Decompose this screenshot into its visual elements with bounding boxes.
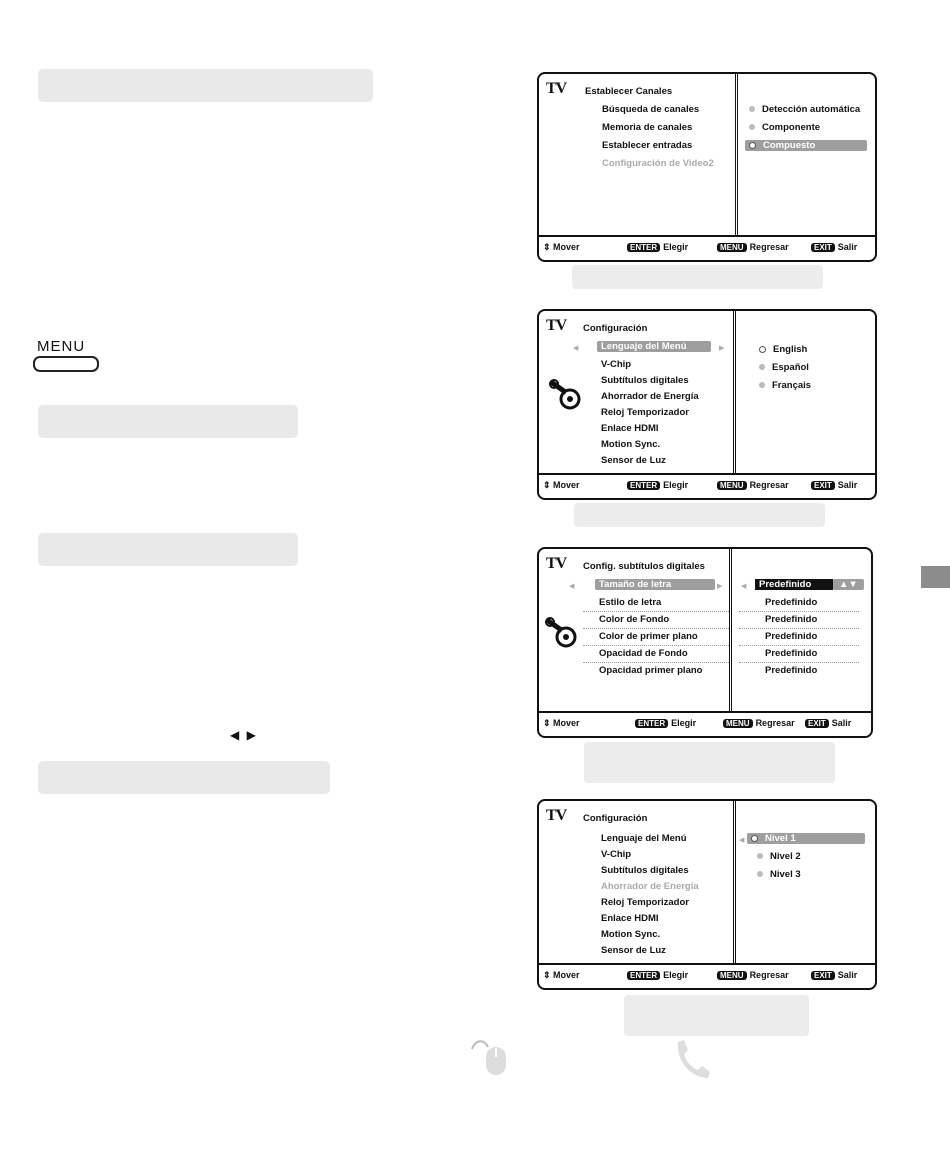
footer-move-label: Mover (553, 718, 580, 728)
footer-exit-label: Salir (837, 970, 858, 980)
footer-menu (717, 480, 789, 490)
osd-screen-3 (537, 547, 873, 738)
osd4-option-2[interactable] (757, 851, 801, 862)
osd1-option-3-selected[interactable] (745, 140, 867, 151)
osd1-item-2[interactable]: Memoria de canales (602, 122, 693, 133)
osd1-item-4[interactable]: Configuración de Video2 (602, 158, 714, 169)
osd1-footer (539, 235, 875, 260)
osd2-item-3[interactable]: Subtítulos digitales (601, 375, 689, 386)
option-label: Nivel 2 (770, 851, 801, 862)
exit-key: EXIT (811, 243, 835, 252)
footer-menu (717, 970, 789, 980)
osd4-left-pane (539, 801, 736, 964)
row-divider (739, 645, 859, 646)
osd3-item-6[interactable]: Opacidad primer plano (599, 665, 703, 676)
menu-key: MENU (717, 971, 747, 980)
phone-icon (672, 1038, 712, 1080)
radio-dot-selected-icon (751, 835, 758, 842)
osd2-item-5[interactable]: Reloj Temporizador (601, 407, 689, 418)
osd4-caption-bar (624, 995, 809, 1036)
osd2-title: Configuración (583, 323, 648, 334)
osd2-item-1-selected[interactable]: Lenguaje del Menú (597, 341, 711, 352)
right-arrow-icon: ▶ (717, 583, 723, 590)
footer-move-label: Mover (553, 480, 580, 490)
option-label: Español (772, 362, 809, 373)
row-divider (739, 628, 859, 629)
osd1-option-1[interactable] (749, 104, 860, 115)
row-divider (739, 662, 859, 663)
osd3-right-pane (733, 549, 871, 712)
footer-move-label: Mover (553, 970, 580, 980)
exit-key: EXIT (811, 971, 835, 980)
osd3-item-2[interactable]: Estilo de letra (599, 597, 662, 608)
tv-logo: TV (546, 317, 567, 334)
footer-enter-label: Elegir (671, 718, 697, 728)
footer-enter (635, 718, 696, 728)
section-heading-bar-2 (38, 405, 298, 438)
footer-exit-label: Salir (837, 242, 858, 252)
option-label: Français (772, 380, 812, 391)
radio-dot-selected-icon (749, 142, 756, 149)
radio-dot-icon (757, 871, 763, 877)
footer-move-label: Mover (553, 242, 580, 252)
osd4-item-8[interactable]: Sensor de Luz (601, 945, 666, 956)
radio-dot-icon (757, 853, 763, 859)
enter-key: ENTER (627, 481, 660, 490)
footer-move (543, 480, 580, 491)
menu-key: MENU (717, 481, 747, 490)
osd1-left-pane (539, 74, 738, 236)
row-divider (583, 662, 729, 663)
radio-dot-selected-icon (759, 346, 766, 353)
osd3-caption-bar (584, 742, 835, 783)
footer-move (543, 718, 580, 729)
osd3-item-4[interactable]: Color de primer plano (599, 631, 698, 642)
radio-dot-icon (759, 364, 765, 370)
option-label: Nivel 1 (765, 833, 796, 844)
option-label: Nivel 3 (770, 869, 801, 880)
osd2-item-8[interactable]: Sensor de Luz (601, 455, 666, 466)
osd2-option-2[interactable] (759, 362, 809, 373)
left-right-arrows: ◀ ▶ (230, 728, 258, 742)
settings-tools-icon (543, 615, 579, 651)
radio-dot-icon (749, 106, 755, 112)
tv-logo: TV (546, 80, 567, 97)
menu-key: MENU (717, 243, 747, 252)
section-heading-bar-4 (38, 761, 330, 794)
osd3-value-1-selected[interactable] (755, 579, 833, 590)
option-label: Compuesto (763, 140, 816, 151)
osd4-right-pane (737, 801, 875, 964)
up-down-arrow-icon: ⇕ (543, 480, 554, 490)
osd3-value-6[interactable]: Predefinido (765, 665, 818, 676)
osd3-item-5[interactable]: Opacidad de Fondo (599, 648, 688, 659)
dropdown-arrow-icon[interactable]: ▲▼ (833, 579, 864, 590)
menu-button-illustration (33, 339, 103, 375)
footer-enter-label: Elegir (663, 970, 689, 980)
option-label: Componente (762, 122, 821, 133)
osd4-item-3[interactable]: Subtítulos digitales (601, 865, 689, 876)
left-arrow-icon: ◀ (739, 837, 745, 844)
radio-dot-icon (749, 124, 755, 130)
osd2-caption-bar (574, 503, 825, 527)
page-side-tab (921, 566, 950, 588)
right-arrow-icon: ▶ (719, 345, 725, 352)
osd1-right-pane (739, 74, 875, 236)
osd3-value-4[interactable]: Predefinido (765, 631, 818, 642)
row-divider (583, 611, 729, 612)
osd3-item-1-selected[interactable]: Tamaño de letra (595, 579, 715, 590)
row-divider (583, 628, 729, 629)
left-arrow-icon: ◀ (741, 583, 747, 590)
osd3-footer (539, 711, 871, 736)
option-label: Detección automática (762, 104, 861, 115)
footer-enter (627, 480, 688, 490)
osd1-caption-bar (572, 265, 823, 289)
footer-exit-label: Salir (831, 718, 852, 728)
footer-enter-label: Elegir (663, 242, 689, 252)
osd4-item-2[interactable]: V-Chip (601, 849, 632, 860)
osd4-item-7[interactable]: Motion Sync. (601, 929, 661, 940)
footer-exit (811, 970, 857, 980)
osd1-title: Establecer Canales (585, 86, 673, 97)
osd3-value-2[interactable]: Predefinido (765, 597, 818, 608)
osd2-right-pane (737, 311, 875, 474)
osd2-option-1[interactable] (759, 344, 807, 355)
osd2-left-pane (539, 311, 736, 474)
left-arrow-icon: ◀ (569, 583, 575, 590)
osd3-left-pane (539, 549, 732, 712)
osd2-item-7[interactable]: Motion Sync. (601, 439, 661, 450)
osd1-option-2[interactable] (749, 122, 820, 133)
footer-exit (805, 718, 851, 728)
osd2-option-3[interactable] (759, 380, 811, 391)
osd2-item-4[interactable]: Ahorrador de Energía (601, 391, 699, 402)
up-down-arrow-icon: ⇕ (543, 242, 554, 252)
section-heading-bar-3 (38, 533, 298, 566)
osd3-item-3[interactable]: Color de Fondo (599, 614, 670, 625)
osd-screen-4 (537, 799, 877, 990)
enter-key: ENTER (627, 243, 660, 252)
osd1-item-1[interactable]: Búsqueda de canales (602, 104, 700, 115)
row-divider (583, 645, 729, 646)
osd4-title: Configuración (583, 813, 648, 824)
osd3-value-5[interactable]: Predefinido (765, 648, 818, 659)
menu-button-label: MENU (37, 338, 86, 355)
osd-screen-1 (537, 72, 877, 262)
osd2-item-6[interactable]: Enlace HDMI (601, 423, 659, 434)
enter-key: ENTER (627, 971, 660, 980)
footer-enter (627, 970, 688, 980)
menu-key: MENU (723, 719, 753, 728)
option-label: English (773, 344, 808, 355)
footer-exit-label: Salir (837, 480, 858, 490)
exit-key: EXIT (811, 481, 835, 490)
osd4-item-6[interactable]: Enlace HDMI (601, 913, 659, 924)
up-down-arrow-icon: ⇕ (543, 970, 554, 980)
tv-logo: TV (546, 807, 567, 824)
footer-menu-label: Regresar (749, 242, 789, 252)
footer-menu-label: Regresar (749, 970, 789, 980)
osd4-option-1-selected[interactable] (747, 833, 865, 844)
tv-logo: TV (546, 555, 567, 572)
footer-menu (717, 242, 789, 252)
osd4-item-1[interactable]: Lenguaje del Menú (601, 833, 687, 844)
footer-menu-label: Regresar (749, 480, 789, 490)
exit-key: EXIT (805, 719, 829, 728)
value-label: Predefinido (759, 579, 812, 590)
osd4-option-3[interactable] (757, 869, 801, 880)
footer-exit (811, 242, 857, 252)
footer-menu (723, 718, 795, 728)
osd-screen-2 (537, 309, 877, 500)
menu-button-shape (33, 356, 99, 372)
osd1-item-3[interactable]: Establecer entradas (602, 140, 693, 151)
footer-menu-label: Regresar (755, 718, 795, 728)
osd3-value-3[interactable]: Predefinido (765, 614, 818, 625)
settings-tools-icon (547, 377, 583, 413)
osd2-item-2[interactable]: V-Chip (601, 359, 632, 370)
enter-key: ENTER (635, 719, 668, 728)
left-arrow-icon: ◀ (573, 345, 579, 352)
section-heading-bar-1 (38, 69, 373, 102)
osd4-footer (539, 963, 875, 988)
footer-enter (627, 242, 688, 252)
osd2-footer (539, 473, 875, 498)
radio-dot-icon (759, 382, 765, 388)
osd4-item-4[interactable]: Ahorrador de Energía (601, 881, 699, 892)
row-divider (739, 611, 859, 612)
footer-move (543, 242, 580, 253)
mouse-icon (470, 1035, 510, 1077)
up-down-arrow-icon: ⇕ (543, 718, 554, 728)
footer-enter-label: Elegir (663, 480, 689, 490)
footer-move (543, 970, 580, 981)
osd3-title: Config. subtítulos digitales (583, 561, 705, 572)
osd4-item-5[interactable]: Reloj Temporizador (601, 897, 689, 908)
footer-exit (811, 480, 857, 490)
